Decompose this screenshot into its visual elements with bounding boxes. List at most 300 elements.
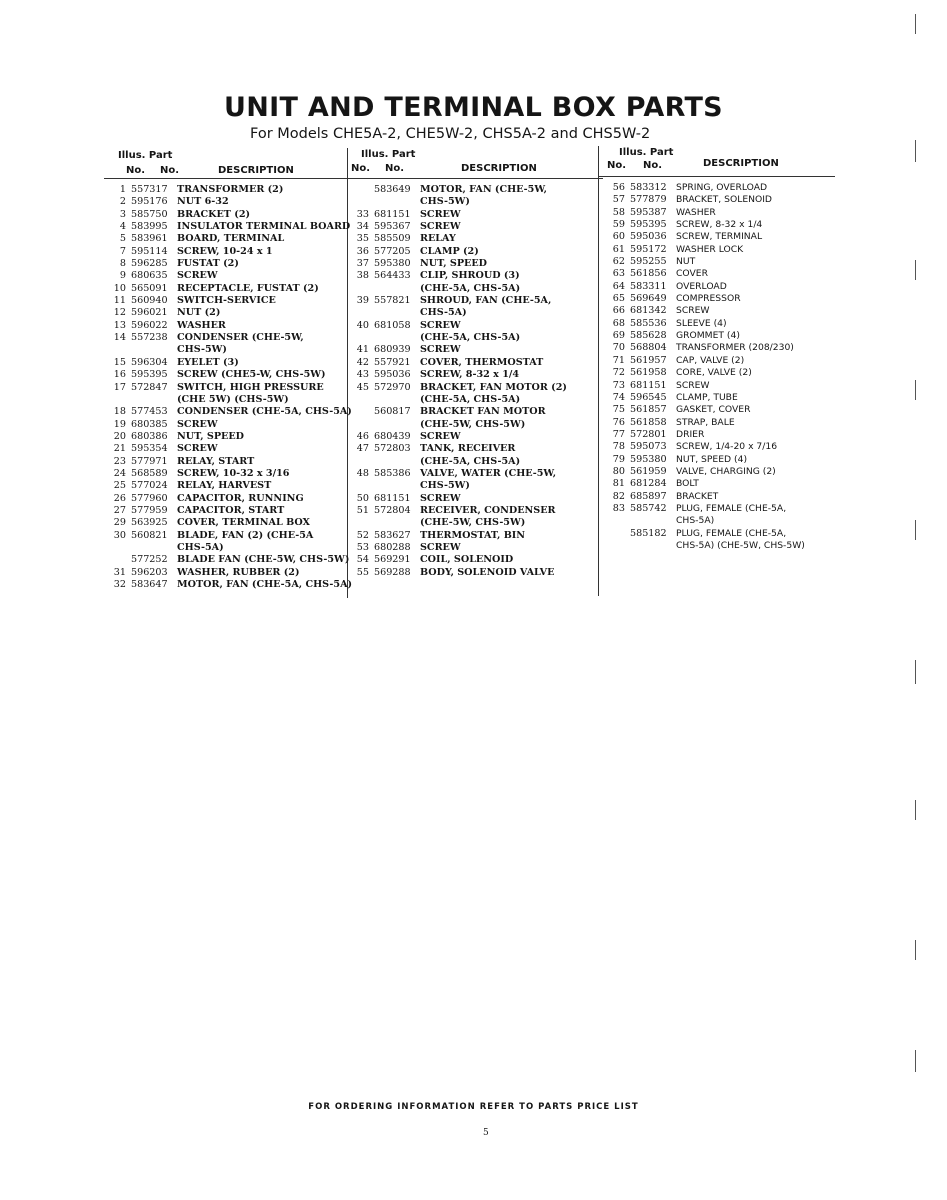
part-description: SCREW: [676, 305, 710, 317]
part-number: [369, 394, 420, 406]
part-number: 595387: [630, 206, 667, 218]
part-number: 563925: [131, 517, 168, 529]
illus-number: 17: [113, 381, 126, 393]
illus-number: 11: [113, 295, 126, 307]
part-number: 577879: [630, 194, 667, 206]
part-row: [104, 283, 350, 295]
part-number: 585742: [630, 502, 667, 514]
part-description: VALVE, WATER (CHE-5W,: [420, 467, 557, 479]
part-row: [104, 196, 350, 208]
part-description: (CHE-5A, CHS-5A): [420, 332, 521, 344]
part-description: TRANSFORMER (208/230): [676, 342, 794, 354]
part-number: 681151: [374, 208, 411, 220]
part-description: BLADE, FAN (2) (CHE-5A: [177, 529, 314, 541]
part-number: 564433: [374, 270, 411, 282]
part-description: CHS-5A) (CHE-5W, CHS-5W): [676, 539, 805, 551]
part-row: [104, 431, 350, 443]
page-number: 5: [483, 1128, 489, 1138]
illus-number: 60: [612, 231, 625, 243]
illus-number: 45: [356, 381, 369, 393]
part-number: [126, 542, 177, 554]
part-number: [126, 344, 177, 356]
part-row: [104, 443, 350, 455]
parts-list: [599, 182, 835, 552]
part-row: [599, 318, 835, 330]
part-description: OVERLOAD: [676, 280, 727, 292]
part-number: [625, 540, 676, 552]
part-row: [347, 283, 603, 295]
part-description: BRACKET: [676, 490, 719, 502]
scan-edge-mark: [915, 1050, 916, 1072]
scan-edge-mark: [915, 380, 916, 400]
part-number: 577959: [131, 504, 168, 516]
part-row: [599, 268, 835, 280]
part-number: 680385: [131, 418, 168, 430]
header-illus-part: Illus. Part: [361, 149, 416, 160]
part-number: 577960: [131, 492, 168, 504]
illus-number: 73: [612, 379, 625, 391]
illus-number: 75: [612, 404, 625, 416]
part-description: CLAMP (2): [420, 245, 479, 257]
part-number: 569291: [374, 554, 411, 566]
illus-number: 20: [113, 430, 126, 442]
illus-number: 82: [612, 490, 625, 502]
part-number: 595395: [131, 369, 168, 381]
part-row: [104, 517, 350, 529]
part-number: 572803: [374, 443, 411, 455]
illus-number: 80: [612, 465, 625, 477]
part-row: [599, 305, 835, 317]
part-number: [369, 456, 420, 468]
part-row: [347, 295, 603, 307]
part-row: [347, 567, 603, 579]
part-number: 680439: [374, 430, 411, 442]
part-number: 557921: [374, 356, 411, 368]
part-number: 681058: [374, 319, 411, 331]
part-row: [104, 530, 350, 542]
part-row: [104, 480, 350, 492]
header-description: DESCRIPTION: [461, 163, 537, 174]
part-row: [347, 270, 603, 282]
illus-number: [599, 540, 625, 552]
part-number: 595367: [374, 221, 411, 233]
illus-number: 37: [356, 258, 369, 270]
header-description: DESCRIPTION: [703, 158, 779, 169]
part-description: PLUG, FEMALE (CHE-5A,: [676, 502, 787, 514]
parts-list: [347, 184, 603, 579]
part-number: 568589: [131, 467, 168, 479]
part-row: [347, 431, 603, 443]
part-description: SCREW (CHE5-W, CHS-5W): [177, 369, 326, 381]
parts-column-1: [104, 148, 353, 591]
illus-number: 7: [119, 245, 126, 257]
part-number: 557238: [131, 332, 168, 344]
part-description: (CHE-5A, CHS-5A): [420, 455, 521, 467]
part-description: TRANSFORMER (2): [177, 184, 284, 195]
illus-number: 55: [356, 566, 369, 578]
part-row: [599, 342, 835, 354]
part-description: BRACKET (2): [177, 208, 251, 220]
illus-number: 14: [113, 332, 126, 344]
part-number: 680939: [374, 344, 411, 356]
illus-number: 31: [113, 566, 126, 578]
part-row: [599, 182, 835, 194]
part-description: CHS-5W): [177, 344, 227, 356]
part-row: [599, 478, 835, 490]
illus-number: 39: [356, 295, 369, 307]
illus-number: 23: [113, 455, 126, 467]
part-number: 577971: [131, 455, 168, 467]
part-row: [347, 184, 603, 196]
illus-number: 74: [612, 391, 625, 403]
illus-number: 30: [113, 529, 126, 541]
part-row: [104, 505, 350, 517]
part-number: 561959: [630, 465, 667, 477]
part-number: 680386: [131, 430, 168, 442]
part-number: 585628: [630, 330, 667, 342]
part-description: NUT (2): [177, 307, 221, 319]
illus-number: 77: [612, 428, 625, 440]
part-description: CHS-5A): [177, 541, 224, 553]
part-row: [347, 542, 603, 554]
part-number: 595380: [374, 258, 411, 270]
part-description: (CHE-5W, CHS-5W): [420, 418, 526, 430]
illus-number: [347, 419, 369, 431]
illus-number: [599, 528, 625, 540]
part-row: [104, 493, 350, 505]
part-row: [347, 320, 603, 332]
part-row: [104, 554, 350, 566]
part-description: (CHE 5W) (CHS-5W): [177, 393, 289, 405]
part-description: COVER: [676, 268, 708, 280]
part-row: [599, 466, 835, 478]
illus-number: 10: [113, 282, 126, 294]
part-number: 577453: [131, 406, 168, 418]
part-number: 681342: [630, 305, 667, 317]
illus-number: 13: [113, 319, 126, 331]
part-number: [369, 283, 420, 295]
part-number: 572847: [131, 381, 168, 393]
part-number: 557821: [374, 295, 411, 307]
part-row: [599, 231, 835, 243]
part-row: [347, 443, 603, 455]
part-row: [347, 357, 603, 369]
part-row: [347, 394, 603, 406]
part-description: COIL, SOLENOID: [420, 554, 514, 566]
illus-number: 5: [119, 233, 126, 245]
part-row: [599, 355, 835, 367]
part-row: [104, 468, 350, 480]
scan-edge-mark: [915, 660, 916, 684]
illus-number: 32: [113, 579, 126, 590]
part-description: NUT, SPEED: [420, 258, 487, 270]
part-row: [599, 194, 835, 206]
illus-number: [347, 332, 369, 344]
part-number: 560817: [374, 406, 411, 418]
part-description: COVER, THERMOSTAT: [420, 356, 544, 368]
illus-number: 50: [356, 492, 369, 504]
part-description: CONDENSER (CHE-5A, CHS-5A): [177, 406, 352, 418]
part-description: COMPRESSOR: [676, 293, 741, 305]
part-row: [104, 542, 350, 554]
part-description: SCREW: [177, 270, 218, 282]
part-description: SPRING, OVERLOAD: [676, 182, 768, 193]
part-description: INSULATOR TERMINAL BOARD: [177, 221, 351, 233]
part-description: BODY, SOLENOID VALVE: [420, 566, 555, 578]
illus-number: 83: [612, 502, 625, 514]
part-description: RELAY, HARVEST: [177, 480, 272, 492]
part-row: [599, 540, 835, 552]
part-description: SCREW: [420, 344, 461, 356]
part-row: [347, 530, 603, 542]
part-row: [104, 369, 350, 381]
scan-edge-mark: [915, 520, 916, 540]
part-description: CLAMP, TUBE: [676, 391, 738, 403]
illus-number: [347, 307, 369, 319]
part-row: [599, 417, 835, 429]
part-number: 583995: [131, 221, 168, 233]
illus-number: [347, 406, 369, 418]
part-description: WASHER LOCK: [676, 243, 744, 255]
part-description: RELAY: [420, 233, 456, 245]
part-row: [599, 404, 835, 416]
illus-number: 52: [356, 529, 369, 541]
part-number: 596021: [131, 307, 168, 319]
column-header: [599, 146, 835, 177]
part-row: [347, 246, 603, 258]
part-row: [104, 307, 350, 319]
part-description: RECEIVER, CONDENSER: [420, 504, 556, 516]
part-row: [599, 219, 835, 231]
part-number: 585182: [630, 527, 667, 539]
part-number: 595380: [630, 453, 667, 465]
part-number: 583627: [374, 529, 411, 541]
part-row: [104, 320, 350, 332]
part-number: 680635: [131, 270, 168, 282]
part-row: [104, 357, 350, 369]
part-row: [599, 367, 835, 379]
part-description: TANK, RECEIVER: [420, 443, 516, 455]
part-row: [347, 196, 603, 208]
part-number: [369, 196, 420, 208]
part-row: [104, 344, 350, 356]
illus-number: 2: [119, 196, 126, 208]
part-description: SCREW: [420, 319, 461, 331]
illus-number: 62: [612, 256, 625, 268]
part-row: [599, 380, 835, 392]
part-row: [599, 281, 835, 293]
illus-number: [347, 456, 369, 468]
parts-column-3: [599, 146, 835, 552]
part-description: SCREW, 1/4-20 x 7/16: [676, 441, 778, 453]
illus-number: 51: [356, 504, 369, 516]
part-description: BOLT: [676, 478, 699, 490]
part-number: 595036: [374, 369, 411, 381]
part-row: [599, 392, 835, 404]
part-row: [599, 330, 835, 342]
part-number: 585536: [630, 317, 667, 329]
part-description: VALVE, CHARGING (2): [676, 465, 776, 477]
illus-number: 66: [612, 305, 625, 317]
header-illus-no: No.: [351, 163, 371, 174]
part-row: [599, 207, 835, 219]
part-description: CHS-5A): [420, 307, 467, 319]
part-number: 595255: [630, 256, 667, 268]
part-description: (CHE-5W, CHS-5W): [420, 517, 526, 529]
illus-number: 35: [356, 233, 369, 245]
illus-number: 4: [119, 221, 126, 233]
scan-edge-mark: [915, 260, 916, 280]
illus-number: 61: [612, 243, 625, 255]
part-description: PLUG, FEMALE (CHE-5A,: [676, 527, 787, 539]
parts-list: [104, 184, 353, 591]
illus-number: [347, 480, 369, 492]
illus-number: 46: [356, 430, 369, 442]
part-description: (CHE-5A, CHS-5A): [420, 393, 521, 405]
illus-number: 1: [119, 184, 126, 195]
part-number: 561957: [630, 354, 667, 366]
part-number: 583647: [131, 579, 168, 590]
header-illus-no: No.: [607, 160, 627, 171]
part-description: COVER, TERMINAL BOX: [177, 517, 310, 529]
part-row: [104, 209, 350, 221]
part-row: [104, 258, 350, 270]
part-row: [599, 454, 835, 466]
illus-number: [347, 283, 369, 295]
illus-number: 36: [356, 245, 369, 257]
illus-number: 76: [612, 416, 625, 428]
header-illus-part: Illus. Part: [619, 147, 674, 158]
part-number: 681284: [630, 478, 667, 490]
part-row: [599, 503, 835, 515]
part-row: [104, 233, 350, 245]
part-description: STRAP, BALE: [676, 416, 735, 428]
part-row: [347, 406, 603, 418]
part-description: CAPACITOR, RUNNING: [177, 492, 304, 504]
part-description: GASKET, COVER: [676, 404, 751, 416]
illus-number: 69: [612, 330, 625, 342]
part-description: SCREW: [420, 208, 461, 220]
part-number: 583311: [630, 280, 667, 292]
part-row: [104, 419, 350, 431]
illus-number: [599, 515, 625, 527]
part-row: [599, 528, 835, 540]
illus-number: [104, 344, 126, 356]
illus-number: 38: [356, 270, 369, 282]
part-number: 681151: [630, 379, 667, 391]
illus-number: 56: [612, 182, 625, 193]
illus-number: 12: [113, 307, 126, 319]
illus-number: 21: [113, 443, 126, 455]
part-number: 577205: [374, 245, 411, 257]
part-description: RECEPTACLE, FUSTAT (2): [177, 282, 319, 294]
part-row: [599, 441, 835, 453]
page-subtitle: For Models CHE5A-2, CHE5W-2, CHS5A-2 and CHS5W-2: [250, 126, 651, 142]
part-number: 595114: [131, 245, 168, 257]
illus-number: 53: [356, 541, 369, 553]
part-description: SCREW: [177, 418, 218, 430]
part-row: [347, 258, 603, 270]
part-description: DRIER: [676, 428, 705, 440]
part-number: 560940: [131, 295, 168, 307]
illus-number: 78: [612, 441, 625, 453]
illus-number: 79: [612, 453, 625, 465]
part-description: SCREW, 10-32 x 3/16: [177, 467, 290, 479]
part-description: CONDENSER (CHE-5W,: [177, 332, 304, 344]
part-number: 595036: [630, 231, 667, 243]
illus-number: 42: [356, 356, 369, 368]
part-row: [104, 406, 350, 418]
illus-number: 57: [612, 194, 625, 206]
part-number: 583649: [374, 184, 411, 195]
illus-number: 24: [113, 467, 126, 479]
part-description: MOTOR, FAN (CHE-5A, CHS-5A): [177, 579, 353, 590]
part-description: RELAY, START: [177, 455, 255, 467]
header-description: DESCRIPTION: [218, 165, 294, 176]
part-description: SWITCH, HIGH PRESSURE: [177, 381, 324, 393]
part-row: [104, 221, 350, 233]
part-row: [347, 344, 603, 356]
ordering-footer: FOR ORDERING INFORMATION REFER TO PARTS PRICE LIST: [308, 1102, 639, 1112]
part-number: [369, 517, 420, 529]
part-number: [369, 419, 420, 431]
part-row: [347, 307, 603, 319]
scan-edge-mark: [915, 940, 916, 960]
illus-number: [347, 184, 369, 196]
illus-number: 63: [612, 268, 625, 280]
illus-number: 3: [119, 208, 126, 220]
part-row: [104, 184, 350, 196]
part-number: [369, 307, 420, 319]
part-description: SCREW: [420, 221, 461, 233]
part-description: SCREW, 8-32 x 1/4: [676, 219, 763, 231]
part-description: BRACKET FAN MOTOR: [420, 406, 546, 418]
part-description: NUT, SPEED: [177, 430, 244, 442]
part-number: [369, 332, 420, 344]
illus-number: 29: [113, 517, 126, 529]
part-row: [347, 221, 603, 233]
header-part-no: No.: [160, 165, 180, 176]
part-number: 583961: [131, 233, 168, 245]
part-description: NUT, SPEED (4): [676, 453, 748, 465]
illus-number: [347, 517, 369, 529]
part-row: [104, 567, 350, 579]
illus-number: 25: [113, 480, 126, 492]
part-description: MOTOR, FAN (CHE-5W,: [420, 184, 547, 195]
part-number: 572804: [374, 504, 411, 516]
part-description: BRACKET, SOLENOID: [676, 194, 773, 206]
part-number: 577252: [131, 554, 168, 566]
part-number: 561857: [630, 404, 667, 416]
part-row: [104, 295, 350, 307]
part-number: 596545: [630, 391, 667, 403]
part-number: [625, 515, 676, 527]
illus-number: 48: [356, 467, 369, 479]
part-number: 595395: [630, 219, 667, 231]
part-description: WASHER, RUBBER (2): [177, 566, 300, 578]
illus-number: 41: [356, 344, 369, 356]
part-description: SCREW, 10-24 x 1: [177, 245, 273, 257]
illus-number: 64: [612, 280, 625, 292]
illus-number: 43: [356, 369, 369, 381]
part-row: [104, 332, 350, 344]
illus-number: 65: [612, 293, 625, 305]
illus-number: 54: [356, 554, 369, 566]
part-description: CORE, VALVE (2): [676, 367, 752, 379]
part-row: [347, 517, 603, 529]
part-number: 561858: [630, 416, 667, 428]
illus-number: 59: [612, 219, 625, 231]
